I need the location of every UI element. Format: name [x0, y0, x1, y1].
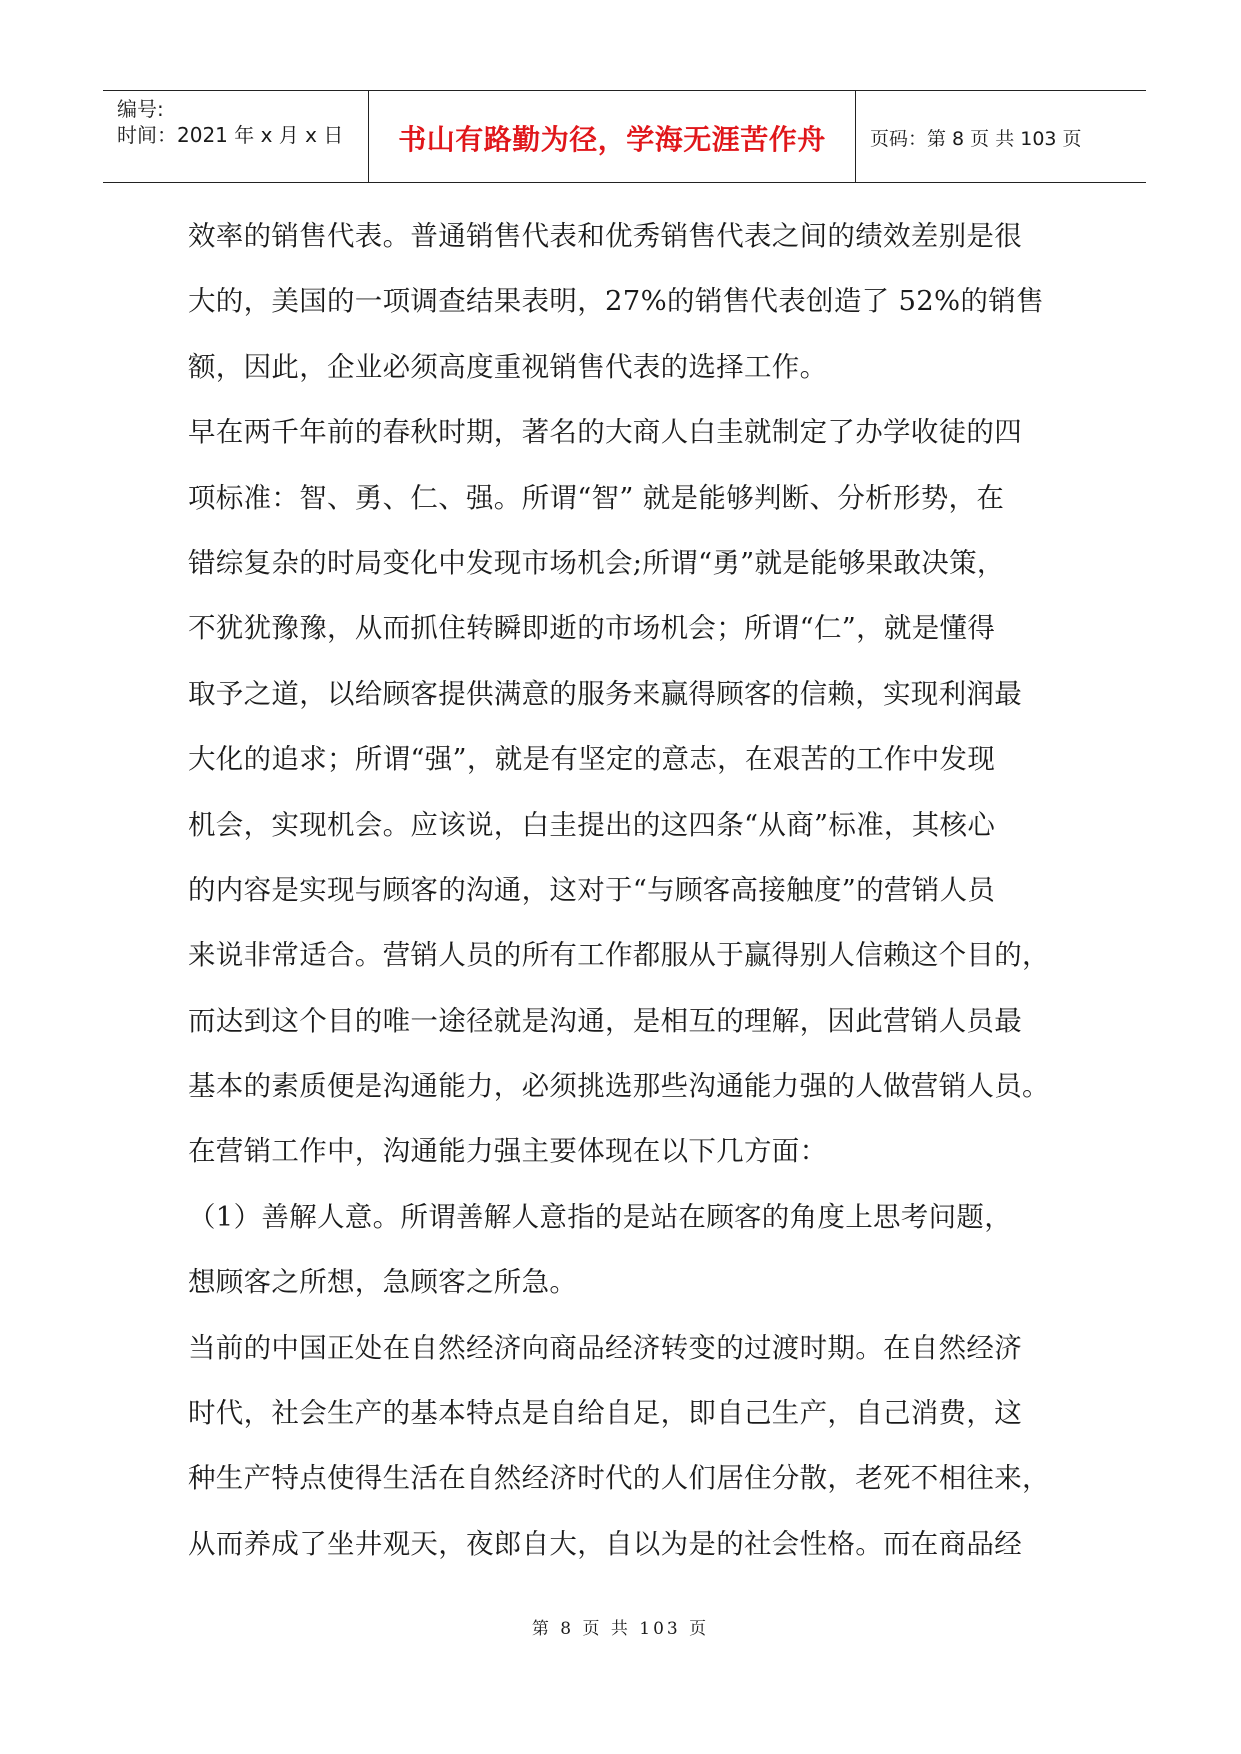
header-motto-cell	[369, 91, 856, 182]
page-header	[103, 90, 1146, 183]
header-meta-cell	[103, 91, 369, 182]
body-line: 效率的销售代表。普通销售代表和优秀销售代表之间的绩效差别是很	[188, 220, 1022, 252]
body-line: 额，因此，企业必须高度重视销售代表的选择工作。	[188, 350, 828, 383]
body-line: 时代，社会生产的基本特点是自给自足，即自己生产，自己消费，这	[188, 1397, 1022, 1430]
time-label: 时间：2021 年 x 月 x 日	[117, 123, 344, 147]
body-line: 基本的素质便是沟通能力，必须挑选那些沟通能力强的人做营销人员。	[188, 1070, 1050, 1103]
body-line: 早在两千年前的春秋时期，著名的大商人白圭就制定了办学收徒的四	[188, 416, 1022, 449]
body-line: 大化的追求；所谓“强”，就是有坚定的意志，在艰苦的工作中发现	[188, 743, 996, 776]
body-line: 机会，实现机会。应该说，白圭提出的这四条“从商”标准，其核心	[188, 808, 996, 841]
body-line: 当前的中国正处在自然经济向商品经济转变的过渡时期。在自然经济	[188, 1331, 1022, 1364]
motto: 书山有路勤为径，学海无涯苦作舟	[398, 123, 826, 156]
body-line: 项标准：智、勇、仁、强。所谓“智” 就是能够判断、分析形势，在	[188, 481, 1005, 514]
body-line: 的内容是实现与顾客的沟通，这对于“与顾客高接触度”的营销人员	[188, 873, 996, 906]
body-line: 而达到这个目的唯一途径就是沟通，是相互的理解，因此营销人员最	[188, 1004, 1022, 1037]
header-page-cell	[856, 91, 1146, 182]
number-label: 编号:	[117, 97, 164, 121]
body-line: 种生产特点使得生活在自然经济时代的人们居住分散，老死不相往来，	[188, 1462, 1050, 1495]
body-line: （1）善解人意。所谓善解人意指的是站在顾客的角度上思考问题，	[188, 1200, 1012, 1233]
body-line: 想顾客之所想，急顾客之所急。	[188, 1266, 578, 1299]
body-line: 在营销工作中，沟通能力强主要体现在以下几方面：	[188, 1135, 828, 1168]
body-line: 来说非常适合。营销人员的所有工作都服从于赢得别人信赖这个目的，	[188, 939, 1050, 972]
body-line: 取予之道，以给顾客提供满意的服务来赢得顾客的信赖，实现利润最	[188, 677, 1022, 710]
body-line: 大的，美国的一项调查结果表明，27%的销售代表创造了 52%的销售	[188, 285, 1044, 318]
body-line: 不犹犹豫豫，从而抓住转瞬即逝的市场机会；所谓“仁”，就是懂得	[188, 612, 996, 645]
body-line: 错综复杂的时局变化中发现市场机会;所谓“勇”就是能够果敢决策，	[188, 546, 1005, 579]
body-line: 从而养成了坐井观天，夜郎自大，自以为是的社会性格。而在商品经	[188, 1527, 1022, 1560]
header-page-info: 页码：第 8 页 共 103 页	[870, 128, 1082, 150]
document-body	[188, 216, 1058, 1589]
page-footer: 第 8 页 共 103 页	[531, 1619, 710, 1639]
